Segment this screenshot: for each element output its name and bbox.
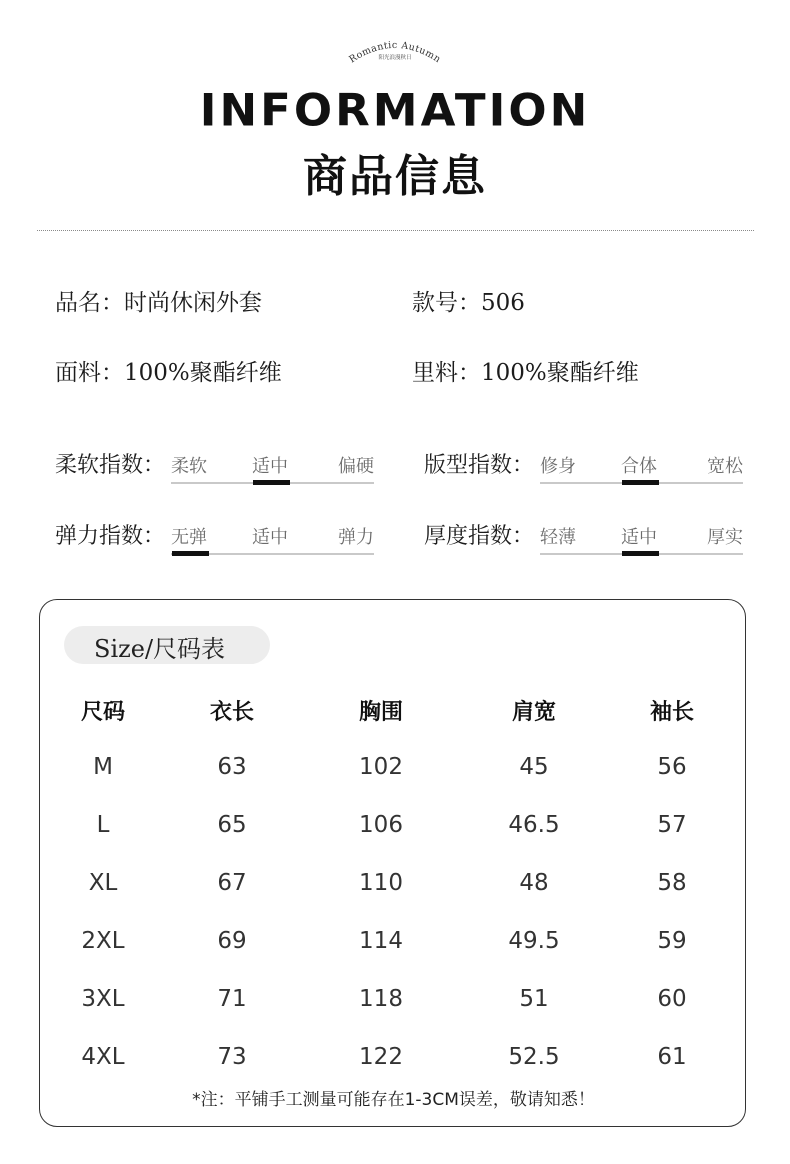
scale-option: 适中	[621, 527, 657, 548]
table-cell: 48	[519, 870, 549, 896]
table-cell: 46.5	[508, 812, 560, 838]
shoulder-col-header: 肩宽	[511, 700, 556, 725]
table-cell: 49.5	[508, 928, 560, 954]
table-cell: 73	[217, 1044, 247, 1070]
fit-index-label: 版型指数：	[424, 453, 535, 478]
style-number	[412, 284, 525, 317]
romantic-autumn-logo	[345, 32, 445, 72]
scale-selected-marker	[622, 551, 659, 556]
softness-index-scale	[171, 452, 374, 486]
table-cell: 58	[657, 870, 687, 896]
lining-label: 里料：	[412, 360, 481, 386]
size-col-header: 尺码	[80, 700, 125, 725]
thickness-index-label: 厚度指数：	[424, 524, 535, 549]
sleeve-col-header: 袖长	[649, 700, 694, 725]
size-chart-title: Size/尺码表	[94, 635, 226, 663]
product-info-title: 商品信息	[303, 151, 487, 202]
scale-option: 偏硬	[338, 456, 374, 477]
chest-col-header: 胸围	[358, 700, 403, 725]
table-cell: 57	[657, 812, 687, 838]
fabric-value: 100%聚酯纤维	[124, 360, 282, 386]
size-chart-card	[39, 599, 746, 1127]
table-cell: 110	[359, 870, 403, 896]
table-cell: 45	[519, 754, 549, 780]
scale-option: 弹力	[338, 527, 374, 548]
table-cell: 67	[217, 870, 247, 896]
table-cell: M	[93, 754, 113, 780]
elasticity-index-label: 弹力指数：	[55, 524, 166, 549]
table-cell: 3XL	[81, 986, 125, 1012]
product-name-value: 时尚休闲外套	[124, 290, 262, 316]
table-cell: 59	[657, 928, 687, 954]
table-cell: XL	[88, 870, 118, 896]
table-cell: 118	[359, 986, 403, 1012]
lining-value: 100%聚酯纤维	[481, 360, 639, 386]
table-cell: 60	[657, 986, 687, 1012]
table-cell: L	[96, 812, 110, 838]
table-cell: 122	[359, 1044, 403, 1070]
style-number-label: 款号：	[412, 290, 481, 316]
scale-option: 厚实	[707, 527, 743, 548]
information-title: INFORMATION	[199, 84, 591, 137]
thickness-index-scale	[540, 523, 743, 557]
table-cell: 65	[217, 812, 247, 838]
table-cell: 106	[359, 812, 403, 838]
size-chart-title-pill	[64, 626, 270, 664]
scale-option: 适中	[252, 456, 288, 477]
table-cell: 51	[519, 986, 549, 1012]
length-col-header: 衣长	[209, 700, 254, 725]
product-name	[55, 284, 262, 317]
scale-option: 宽松	[707, 456, 743, 477]
scale-option: 柔软	[171, 456, 207, 477]
table-cell: 63	[217, 754, 247, 780]
scale-option: 修身	[540, 456, 576, 477]
table-cell: 69	[217, 928, 247, 954]
table-cell: 2XL	[81, 928, 125, 954]
scale-option: 轻薄	[540, 527, 576, 548]
measurement-note: *注：平铺手工测量可能存在1-3CM误差，敬请知悉！	[192, 1090, 595, 1110]
scale-selected-marker	[253, 480, 290, 485]
table-cell: 102	[359, 754, 403, 780]
lining	[412, 354, 639, 387]
table-cell: 71	[217, 986, 247, 1012]
divider	[37, 230, 754, 231]
fabric	[55, 354, 282, 387]
softness-index-label: 柔软指数：	[55, 453, 166, 478]
table-cell: 56	[657, 754, 687, 780]
table-cell: 114	[359, 928, 403, 954]
table-cell: 61	[657, 1044, 687, 1070]
table-cell: 4XL	[81, 1044, 125, 1070]
logo-arc-text: Romantic Autumn	[347, 39, 443, 66]
scale-option: 合体	[621, 456, 657, 477]
product-name-label: 品名：	[55, 290, 124, 316]
scale-selected-marker	[622, 480, 659, 485]
logo-subtitle: 阳光浪漫秋日	[378, 55, 412, 61]
fabric-label: 面料：	[55, 360, 124, 386]
scale-option: 无弹	[171, 527, 207, 548]
scale-selected-marker	[172, 551, 209, 556]
elasticity-index-scale	[171, 523, 374, 557]
fit-index-scale	[540, 452, 743, 486]
scale-option: 适中	[252, 527, 288, 548]
table-cell: 52.5	[508, 1044, 560, 1070]
style-number-value: 506	[481, 290, 525, 316]
